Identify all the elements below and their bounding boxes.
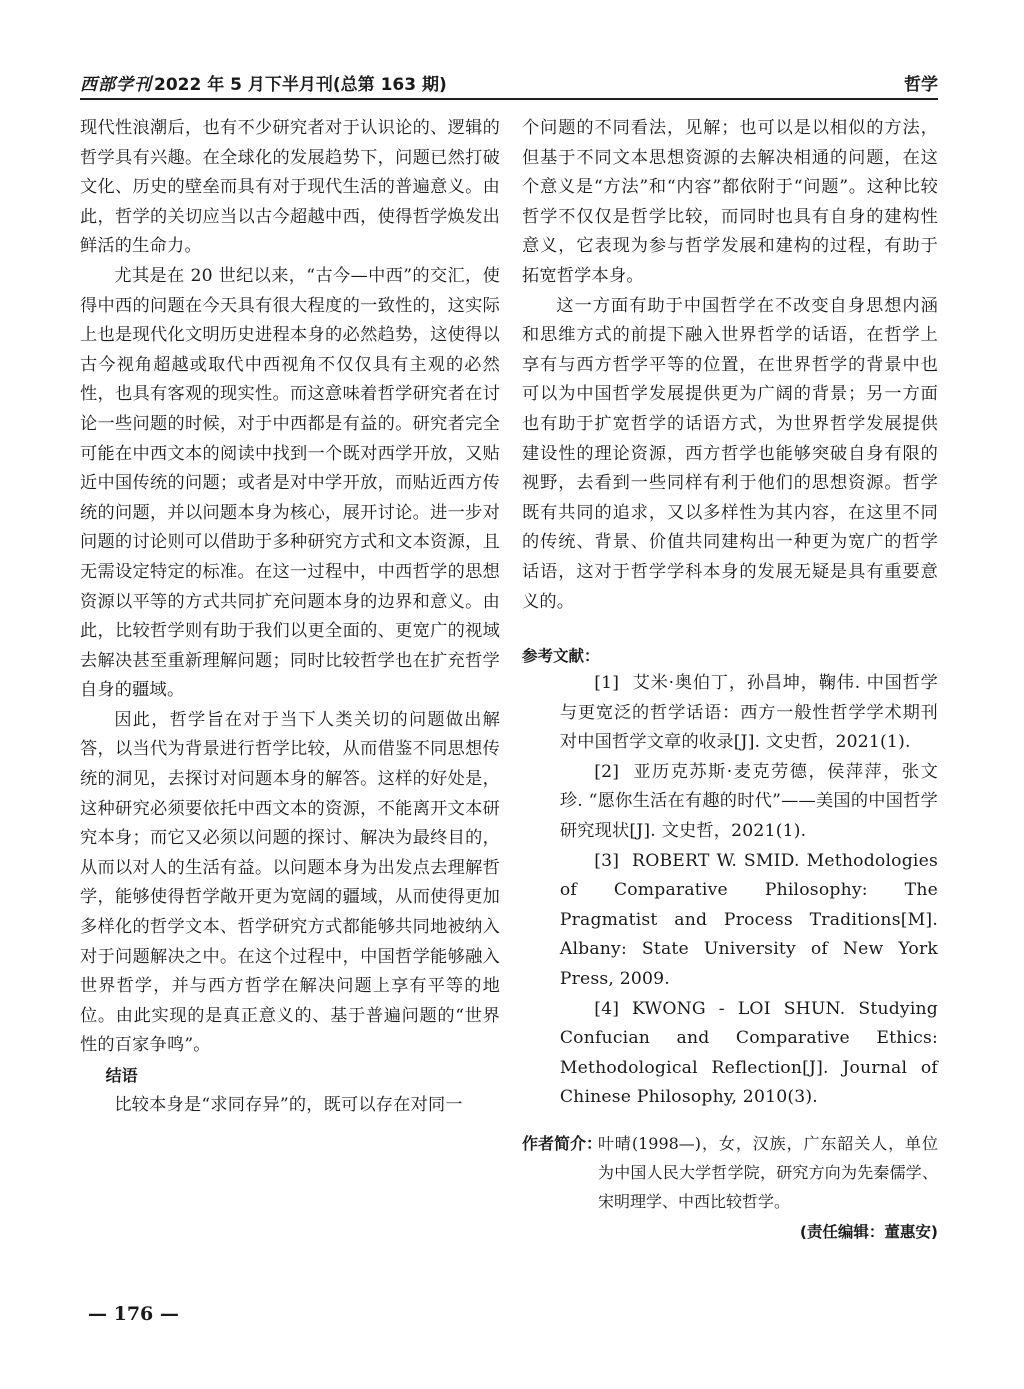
conclusion-heading: 结语 bbox=[105, 1066, 138, 1085]
reference-item bbox=[522, 995, 938, 1113]
left-column bbox=[80, 114, 500, 1120]
reference-text: ROBERT W. SMID. Methodologies of Comparative Philosophy: The Pragmatist and Process Traditions[M]. Albany: State University of New York Press, 2009. bbox=[559, 850, 938, 990]
reference-number: [4] bbox=[594, 998, 620, 1019]
reference-text: 艾米·奥伯丁，孙昌坤，鞠伟. 中国哲学与更宽泛的哲学话语：西方一般性哲学学术期刊对中国哲学文章的收录[J]. 文史哲，2021(1). bbox=[559, 673, 938, 753]
responsible-editor: (责任编辑：董惠安) bbox=[799, 1223, 938, 1241]
body-paragraph: 现代性浪潮后，也有不少研究者对于认识论的、逻辑的哲学具有兴趣。在全球化的发展趋势下，问题已然打破文化、历史的壁垒而具有对于现代生活的普遍意义。由此，哲学的关切应当以古今超越中西，使得哲学焕发出鲜活的生命力。 bbox=[80, 118, 500, 257]
references-list bbox=[522, 669, 938, 1113]
issue-info: 2022 年 5 月下半月刊(总第 163 期) bbox=[154, 75, 447, 95]
reference-item bbox=[522, 669, 938, 758]
reference-number: [2] bbox=[594, 761, 620, 782]
author-bio bbox=[522, 1129, 938, 1216]
reference-text: 亚历克苏斯·麦克劳德，侯萍萍，张文珍. “愿你生活在有趣的时代”——美国的中国哲学研究现状[J]. 文史哲，2021(1). bbox=[559, 761, 938, 842]
author-bio-label: 作者简介： bbox=[522, 1134, 603, 1153]
page-number: — 176 — bbox=[88, 1303, 179, 1325]
reference-item bbox=[522, 758, 938, 847]
body-paragraph: 个问题的不同看法，见解；也可以是以相似的方法，但基于不同文本思想资源的去解决相通的问题，在这个意义是“方法”和“内容”都依附于“问题”。这种比较哲学不仅仅是哲学比较，而同时也具有自身的建构性意义，它表现为参与哲学发展和建构的过程，有助于拓宽哲学本身。 bbox=[522, 118, 938, 286]
page-header bbox=[80, 68, 938, 100]
body-paragraph: 这一方面有助于中国哲学在不改变自身思想内涵和思维方式的前提下融入世界哲学的话语，在哲学上享有与西方哲学平等的位置，在世界哲学的背景中也可以为中国哲学发展提供更为广阔的背景；另一方面也有助于扩宽哲学的话语方式，为世界哲学发展提供建设性的理论资源，西方哲学也能够突破自身有限的视野，去看到一些同样有利于他们的思想资源。哲学既有共同的追求，又以多样性为其内容，在这里不同的传统、背景、价值共同建构出一种更为宽广的哲学话语，这对于哲学学科本身的发展无疑是具有重要意义的。 bbox=[522, 295, 938, 612]
reference-text: KWONG - LOI SHUN. Studying Confucian and Comparative Ethics: Methodological Reflection[J]. Journal of Chinese Philosophy, 2010(3). bbox=[559, 998, 938, 1108]
journal-issue-line bbox=[80, 70, 447, 95]
reference-item bbox=[522, 847, 938, 995]
author-bio-text: 叶晴(1998—)，女，汉族，广东韶关人，单位为中国人民大学哲学院，研究方向为先秦儒学、宋明理学、中西比较哲学。 bbox=[598, 1134, 938, 1211]
right-column bbox=[522, 114, 938, 1246]
reference-number: [3] bbox=[594, 850, 620, 871]
body-paragraph: 尤其是在 20 世纪以来，“古今—中西”的交汇，使得中西的问题在今天具有很大程度的一致性的，这实际上也是现代化文明历史进程本身的必然趋势，这使得以古今视角超越或取代中西视角不仅仅具有主观的必然性，也具有客观的现实性。而这意味着哲学研究者在讨论一些问题的时候，对于中西都是有益的。研究者完全可能在中西文本的阅读中找到一个既对西学开放，又贴近中国传统的问题；或者是对中学开放，而贴近西方传统的问题，并以问题本身为核心，展开讨论。进一步对问题的讨论则可以借助于多种研究方式和文本资源，且无需设定特定的标准。在这一过程中，中西哲学的思想资源以平等的方式共同扩充问题本身的边界和意义。由此，比较哲学则有助于我们以更全面的、更宽广的视域去解决甚至重新理解问题；同时比较哲学也在扩充哲学自身的疆域。 bbox=[80, 265, 500, 701]
body-paragraph: 因此，哲学旨在对于当下人类关切的问题做出解答，以当代为背景进行哲学比较，从而借鉴不同思想传统的洞见，去探讨对问题本身的解答。这样的好处是，这种研究必须要依托中西文本的资源，不能离开文本研究本身；而它又必须以问题的探讨、解决为最终目的，从而以对人的生活有益。以问题本身为出发点去理解哲学，能够使得哲学敞开更为宽阔的疆域，从而使得更加多样化的哲学文本、哲学研究方式都能够共同地被纳入对于问题解决之中。在这个过程中，中国哲学能够融入世界哲学，并与西方哲学在解决问题上享有平等的地位。由此实现的是真正意义的、基于普遍问题的“世界性的百家争鸣”。 bbox=[80, 709, 500, 1056]
references-title: 参考文献： bbox=[522, 647, 600, 666]
reference-number: [1] bbox=[594, 673, 620, 694]
section-name: 哲学 bbox=[904, 75, 938, 95]
journal-logo: 西部学刊 bbox=[80, 75, 152, 95]
body-paragraph: 比较本身是“求同存异”的，既可以存在对同一 bbox=[114, 1094, 463, 1115]
